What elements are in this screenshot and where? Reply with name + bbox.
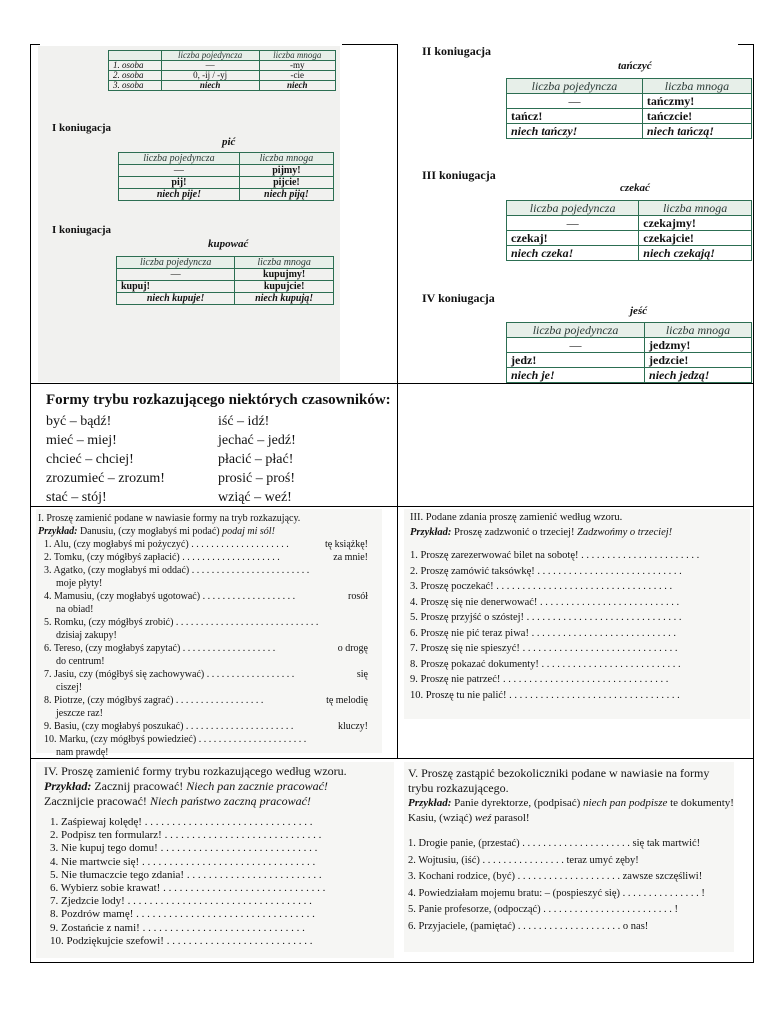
frame-top-left [30, 44, 40, 45]
exercise1-item: 6. Tereso, (czy mogłabyś zapytać) . . . . . . . . . . . . . . . . . . . o drogę [44, 643, 368, 655]
heading-tanczyc: II koniugacja [422, 44, 492, 58]
exercise1-title: I. Proszę zamienić podane w nawiasie formy na tryb rozkazujący. [38, 513, 301, 524]
exercise3 [410, 510, 750, 703]
verb-kupowac: kupować [208, 238, 249, 250]
irregular-left-col [46, 412, 165, 507]
heading-pic: I koniugacja [52, 122, 111, 134]
irregular-item: mieć – miej! [46, 433, 117, 448]
frame-right [753, 44, 754, 962]
exercise4-item: 2. Podpisz ten formularz! . . . . . . . . . . . . . . . . . . . . . . . . . . . . . [50, 829, 322, 842]
irregular-item: stać – stój! [46, 490, 107, 505]
exercise3-item: 7. Proszę się nie spieszyć! . . . . . . . . . . . . . . . . . . . . . . . . . . . . . . [410, 643, 678, 654]
irregular-item: chcieć – chciej! [46, 452, 134, 467]
exercise4-item: 3. Nie kupuj tego domu! . . . . . . . . . . . . . . . . . . . . . . . . . . . . . [50, 842, 318, 855]
exercise4-item: 4. Nie martwcie się! . . . . . . . . . . . . . . . . . . . . . . . . . . . . . . . . [50, 855, 316, 868]
table-tanczyc: liczba pojedyncza liczba mnoga — tańczmy! tańcz! tańczcie! niech tańczy! niech tańczą! [506, 78, 752, 139]
grammar-panel-left [38, 46, 340, 382]
exercise5-item: 1. Drogie panie, (przestać) . . . . . . . . . . . . . . . . . . . . . się tak martwić! [408, 838, 701, 849]
exercise1-item: 9. Basiu, (czy mogłabyś poszukać) . . . . . . . . . . . . . . . . . . . . . . kluczy! [44, 721, 368, 733]
exercise4-example-1: Przykład: Zacznij pracować! Niech pan zacznie pracować! [44, 779, 328, 793]
exercise3-title: III. Podane zdania proszę zamienić według wzoru. [410, 512, 623, 523]
exercise1-item: 2. Tomku, (czy mógłbyś zapłacić) . . . . . . . . . . . . . . . . . . . . za mnie! [44, 552, 368, 564]
exercise3-item: 8. Proszę pokazać dokumenty! . . . . . . . . . . . . . . . . . . . . . . . . . . . [410, 658, 681, 670]
exercise1-item: 8. Piotrze, (czy mógłbyś zagrać) . . . . . . . . . . . . . . . . . . tę melodię [44, 695, 368, 707]
irregular-title: Formy trybu rozkazującego niektórych czasowników: [46, 392, 391, 408]
irregular-item: zrozumieć – zrozum! [46, 471, 165, 486]
exercise4-item: 1. Zaśpiewaj kolędę! . . . . . . . . . . . . . . . . . . . . . . . . . . . . . . . [50, 816, 313, 828]
frame-top-right [738, 44, 753, 45]
exercise1-item: 3. Agatko, (czy mogłabyś mi oddać) . . . . . . . . . . . . . . . . . . . . . . . . [44, 565, 310, 577]
exercise4 [44, 764, 394, 948]
exercise3-item: 2. Proszę zamówić taksówkę! . . . . . . . . . . . . . . . . . . . . . . . . . . . . [410, 565, 682, 577]
exercise1-item-cont: dzisiaj zakupy! [56, 630, 117, 642]
exercise1-item-cont: do centrum! [56, 656, 105, 668]
exercise4-item: 5. Nie tłumaczcie tego zdania! . . . . . . . . . . . . . . . . . . . . . . . . . [50, 868, 322, 881]
frame-top-mid [342, 44, 398, 45]
heading-czekac: III koniugacja [422, 168, 496, 182]
exercise1 [38, 512, 368, 759]
exercise3-item: 6. Proszę nie pić teraz piwa! . . . . . . . . . . . . . . . . . . . . . . . . . . . . [410, 627, 676, 639]
exercise3-item: 1. Proszę zarezerwować bilet na sobotę! . . . . . . . . . . . . . . . . . . . . . . . [410, 550, 700, 561]
irregular-item: wziąć – weź! [218, 490, 292, 505]
exercise4-item: 6. Wybierz sobie krawat! . . . . . . . . . . . . . . . . . . . . . . . . . . . . . . [50, 882, 326, 895]
frame-center-v [397, 44, 398, 758]
irregular-item: płacić – płać! [218, 452, 294, 467]
exercise1-item-cont: moje płyty! [56, 578, 103, 590]
exercise1-item-cont: nam prawdę! [56, 747, 109, 759]
exercise4-example-2: Zacznijcie pracować! Niech państwo zaczną pracować! [44, 794, 311, 808]
frame-left [30, 44, 31, 962]
irregular-item: prosić – proś! [218, 471, 295, 486]
exercise1-item: 10. Marku, (czy mógłbyś powiedzieć) . . . . . . . . . . . . . . . . . . . . . . [44, 734, 307, 746]
exercise3-item: 5. Proszę przyjść o szóstej! . . . . . . . . . . . . . . . . . . . . . . . . . . . . . . [410, 612, 682, 623]
heading-kupowac: I koniugacja [52, 224, 111, 236]
exercise5-item: 2. Wojtusiu, (iść) . . . . . . . . . . . . . . . . teraz umyć zęby! [408, 854, 639, 866]
exercise5-example-1: Przykład: Panie dyrektorze, (podpisać) niech pan podpisze te dokumenty! [408, 797, 734, 809]
exercise4-item: 8. Pozdrów mamę! . . . . . . . . . . . . . . . . . . . . . . . . . . . . . . . . . [50, 908, 315, 921]
exercise4-item: 10. Podziękujcie szefowi! . . . . . . . . . . . . . . . . . . . . . . . . . . . [50, 934, 313, 947]
exercise1-item: 5. Romku, (czy mógłbyś zrobić) . . . . . . . . . . . . . . . . . . . . . . . . . . . . . [44, 617, 319, 629]
table-pic: liczba pojedyncza liczba mnoga — pijmy! pij! pijcie! niech pije! niech piją! [118, 152, 334, 201]
exercise1-example: Przykład: Danusiu, (czy mogłabyś mi podać) podaj mi sól! [38, 526, 275, 538]
exercise3-example: Przykład: Proszę zadzwonić o trzeciej! Zadzwońmy o trzeciej! [410, 527, 673, 538]
exercise5 [408, 766, 734, 935]
exercise1-item: 1. Alu, (czy mogłabyś mi pożyczyć) . . . . . . . . . . . . . . . . . . . . tę książkę! [44, 539, 368, 551]
exercise5-example-2: Kasiu, (wziąć) weź parasol! [408, 812, 530, 824]
verb-pic: pić [222, 136, 236, 148]
exercise5-title: V. Proszę zastąpić bezokoliczniki podane w nawiasie na formy trybu rozkazującego. [408, 766, 710, 795]
verb-jesc: jeść [630, 305, 648, 317]
exercise1-item-cont: ciszej! [56, 682, 83, 694]
frame-h1 [30, 383, 754, 384]
irregular-item: być – bądź! [46, 414, 112, 429]
exercise5-item: 3. Kochani rodzice, (być) . . . . . . . . . . . . . . . . . . . . zawsze szczęśliwi! [408, 871, 703, 882]
verb-czekac: czekać [620, 182, 650, 194]
exercise5-item: 5. Panie profesorze, (odpocząć) . . . . . . . . . . . . . . . . . . . . . . . . . ! [408, 904, 679, 915]
persons-table: liczba pojedyncza liczba mnoga 1. osoba — -my 2. osoba 0, -ij / -yj -cie 3. osoba niech niech [108, 50, 336, 91]
frame-bottom [30, 962, 754, 963]
table-kupowac: liczba pojedyncza liczba mnoga — kupujmy! kupuj! kupujcie! niech kupuje! niech kupują! [116, 256, 334, 305]
exercise3-item: 3. Proszę poczekać! . . . . . . . . . . . . . . . . . . . . . . . . . . . . . . . . . . [410, 581, 673, 592]
table-czekac: liczba pojedyncza liczba mnoga — czekajmy! czekaj! czekajcie! niech czeka! niech czekają! [506, 200, 752, 261]
exercise4-title: IV. Proszę zamienić formy trybu rozkazującego według wzoru. [44, 764, 347, 778]
exercise1-item-cont: jeszcze raz! [56, 708, 103, 720]
exercise3-item: 9. Proszę nie patrzeć! . . . . . . . . . . . . . . . . . . . . . . . . . . . . . . . . [410, 674, 669, 685]
table-jesc: liczba pojedyncza liczba mnoga — jedzmy! jedz! jedzcie! niech je! niech jedzą! [506, 322, 752, 383]
exercise3-item: 4. Proszę się nie denerwować! . . . . . . . . . . . . . . . . . . . . . . . . . . . [410, 596, 680, 608]
exercise3-item: 10. Proszę tu nie palić! . . . . . . . . . . . . . . . . . . . . . . . . . . . . . . . . . [410, 689, 680, 701]
irregular-item: iść – idź! [218, 414, 270, 429]
irregular-item: jechać – jedź! [218, 433, 296, 448]
exercise4-item: 9. Zostańcie z nami! . . . . . . . . . . . . . . . . . . . . . . . . . . . . . . [50, 921, 305, 934]
irregular-right-col [218, 412, 296, 507]
exercise1-item: 4. Mamusiu, (czy mogłabyś ugotować) . . . . . . . . . . . . . . . . . . . rosół [44, 591, 368, 603]
exercise5-item: 4. Powiedziałam mojemu bratu: – (pospieszyć się) . . . . . . . . . . . . . . . ! [408, 887, 705, 899]
exercise4-item: 7. Zjedzcie lody! . . . . . . . . . . . . . . . . . . . . . . . . . . . . . . . . . . [50, 895, 312, 908]
heading-jesc: IV koniugacja [422, 291, 495, 305]
exercise1-item: 7. Jasiu, czy (mógłbyś się zachowywać) . . . . . . . . . . . . . . . . . . się [44, 669, 368, 681]
exercise1-item-cont: na obiad! [56, 604, 94, 616]
verb-tanczyc: tańczyć [618, 60, 652, 72]
exercise5-item: 6. Przyjaciele, (pamiętać) . . . . . . . . . . . . . . . . . . . . o nas! [408, 920, 649, 932]
